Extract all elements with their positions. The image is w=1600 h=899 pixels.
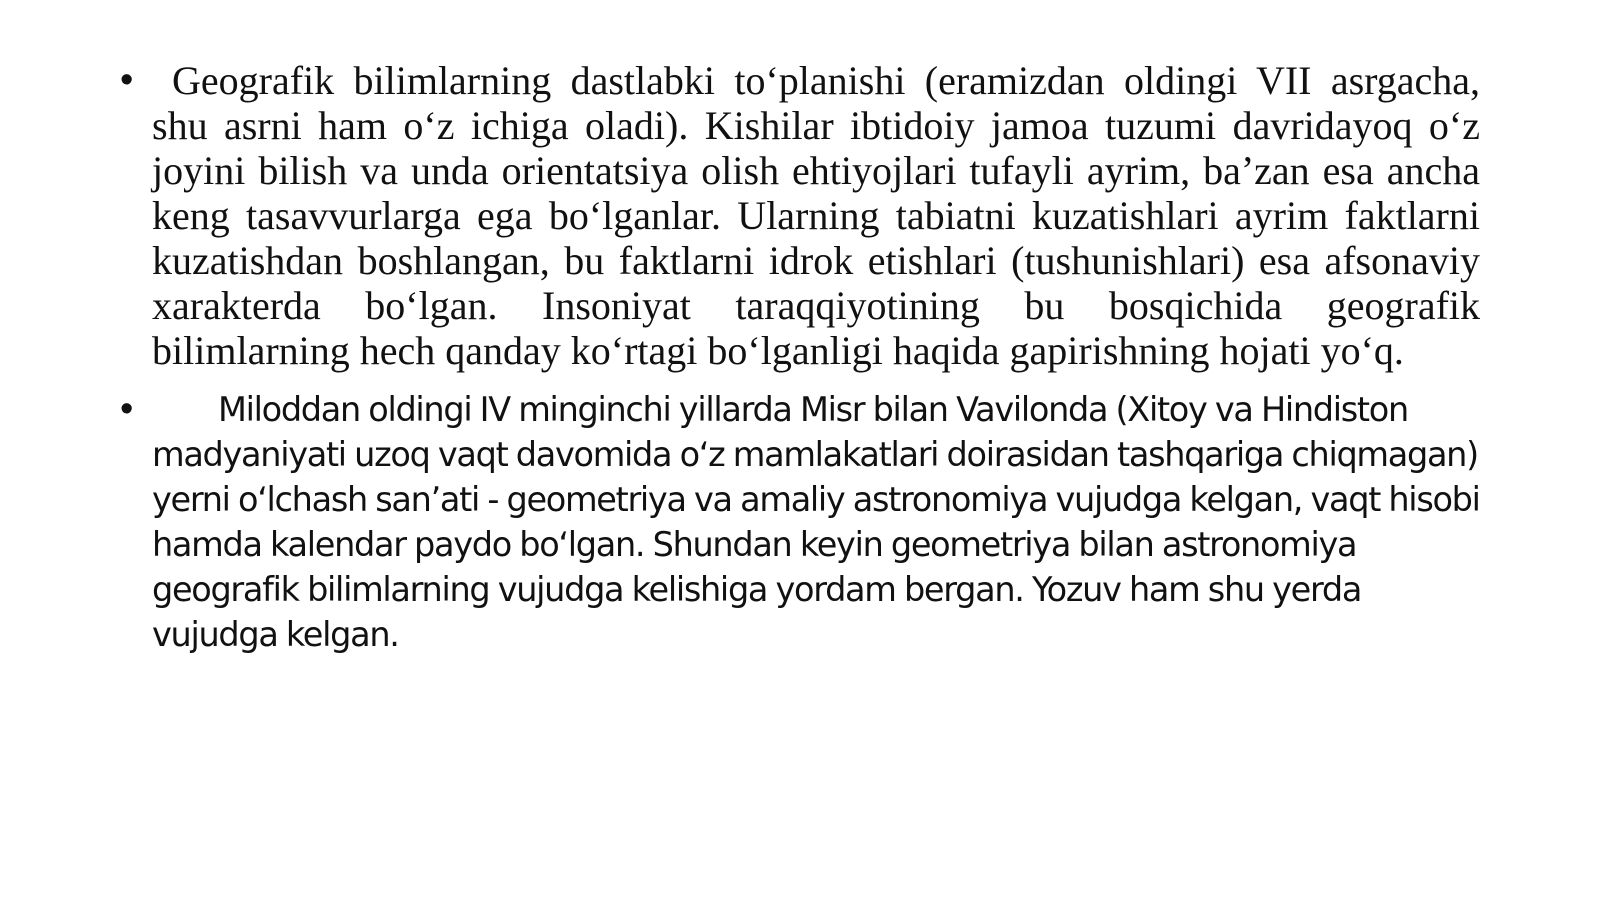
bullet-item-2 <box>120 387 1480 657</box>
bullet-dot-icon: • <box>120 59 134 101</box>
paragraph-text: Geografik bilimlarning dastlabki toʻplanishi (eramizdan oldingi VII asrgacha, shu asrni ham oʻz ichiga oladi). Kishilar ibtidoiy jamoa tuzumi davridayoq oʻz joyini bilish va unda orientatsiya olish ehtiyojlari tufayli ayrim, baʼzan esa ancha keng tasavvurlarga ega boʻlganlar. Ularning tabiatni kuzatishlari ayrim faktlarni kuzatishdan boshlangan, bu faktlarni idrok etishlari (tushunishlari) esa afsonaviy xarakterda boʻlgan. Insoniyat taraqqiyotining bu bosqichida geografik bilimlarning hech qanday koʻrtagi boʻlganligi haqida gapirishning hojati yoʻq. <box>152 58 1480 373</box>
bullet-item-1 <box>120 58 1480 373</box>
bullet-dot-icon: • <box>120 388 134 430</box>
paragraph-text: Miloddan oldingi IV minginchi yillarda Misr bilan Vavilonda (Xitoy va Hindiston madyaniyati uzoq vaqt davomida oʻz mamlakatlari doirasidan tashqariga chiqmagan) yerni oʻlchash sanʼati - geometriya va amaliy astronomiya vujudga kelgan, vaqt hisobi hamda kalendar paydo boʻlgan. Shundan keyin geometriya bilan astronomiya geografik bilimlarning vujudga kelishiga yordam bergan. Yozuv ham shu yerda vujudga kelgan. <box>152 390 1480 654</box>
bullet-list <box>120 58 1480 657</box>
